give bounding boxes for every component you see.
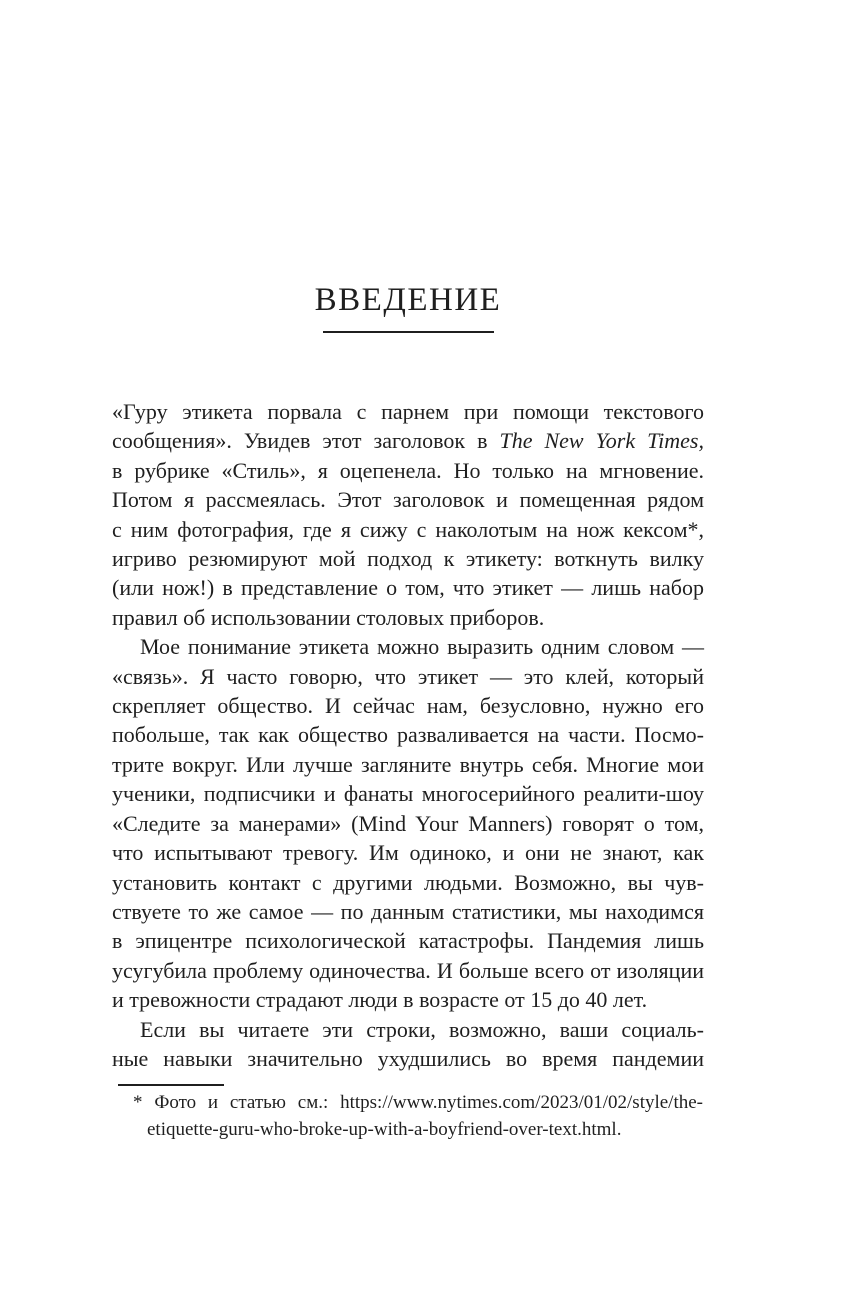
text-run: в эпицентре психологической катастрофы. Пандемия лишь [112, 928, 704, 954]
text-line [112, 1044, 704, 1073]
text-run: с ним фотография, где я сижу с наколотым на нож кексом*, [112, 516, 704, 542]
footnote-divider [118, 1084, 224, 1086]
text-run: побольше, так как общество разваливается на части. Посмо- [112, 722, 704, 748]
text-run: установить контакт с другими людьми. Возможно, вы чув- [112, 869, 704, 895]
text-line [112, 456, 704, 485]
text-line [112, 956, 704, 985]
text-line [112, 985, 704, 1014]
text-run: сообщения». Увидев этот заголовок в [112, 428, 500, 454]
text-run: ные навыки значительно ухудшились во время пандемии [112, 1045, 704, 1071]
text-run: что испытывают тревогу. Им одиноко, и они не знают, как [112, 840, 704, 866]
text-run: «Гуру этикета порвала с парнем при помощи текстового [112, 399, 704, 424]
text-line [112, 515, 704, 544]
text-run: ствуете то же самое — по данным статистики, мы находимся [112, 898, 704, 924]
text-line [112, 691, 704, 720]
text-line [112, 544, 704, 573]
text-run: и тревожности страдают люди в возрасте от 15 до 40 лет. [112, 987, 648, 1013]
footnote-line [133, 1090, 703, 1117]
text-line [112, 573, 704, 602]
footnote-marker: * [133, 1092, 143, 1113]
title-divider [323, 331, 494, 333]
text-line [112, 603, 704, 632]
text-run: скрепляет общество. И сейчас нам, безусловно, нужно его [112, 693, 704, 719]
text-run: Мое понимание этикета можно выразить одним словом — [140, 634, 704, 660]
text-run: Если вы читаете эти строки, возможно, ваши социаль- [140, 1016, 704, 1042]
text-run: (или нож!) в представление о том, что этикет — лишь набор [112, 575, 704, 601]
text-run: правил об использовании столовых приборов. [112, 604, 545, 630]
text-line [112, 397, 704, 426]
text-line [112, 838, 704, 867]
text-run: Потом я рассмеялась. Этот заголовок и помещенная рядом [112, 487, 704, 513]
text-line [112, 868, 704, 897]
text-line [112, 632, 704, 661]
paragraph [112, 1015, 704, 1074]
footnote-line [133, 1117, 703, 1144]
text-line [112, 485, 704, 514]
chapter-title: ВВЕДЕНИЕ [314, 282, 502, 318]
text-line [112, 720, 704, 749]
chapter-header [112, 284, 704, 333]
text-line [112, 779, 704, 808]
text-line [112, 809, 704, 838]
text-run: игриво резюмируют мой подход к этикету: воткнуть вилку [112, 546, 704, 572]
footnote-text: etiquette-guru-who-broke-up-with-a-boyfriend-over-text.html. [147, 1118, 622, 1140]
text-run: ученики, подписчики и фанаты многосерийного реалити-шоу [112, 781, 704, 807]
chapter-body [112, 397, 704, 1073]
footnote-text: Фото и статью см.: https://www.nytimes.com/2023/01/02/style/the- [154, 1092, 703, 1113]
text-line [112, 750, 704, 779]
italic-text: The New York Times, [499, 428, 704, 454]
text-run: усугубила проблему одиночества. И больше всего от изоляции [112, 957, 704, 983]
text-line [112, 426, 704, 455]
text-run: «связь». Я часто говорю, что этикет — это клей, который [112, 663, 704, 689]
paragraph [112, 632, 704, 1014]
paragraph [112, 397, 704, 632]
text-line [112, 897, 704, 926]
footnote [133, 1090, 703, 1143]
text-line [112, 926, 704, 955]
text-run: трите вокруг. Или лучше загляните внутрь себя. Многие мои [112, 751, 704, 777]
text-line [112, 662, 704, 691]
text-line [112, 1015, 704, 1044]
text-run: «Следите за манерами» (Mind Your Manners) говорят о том, [112, 810, 704, 836]
text-run: в рубрике «Стиль», я оцепенела. Но только на мгновение. [112, 457, 704, 483]
